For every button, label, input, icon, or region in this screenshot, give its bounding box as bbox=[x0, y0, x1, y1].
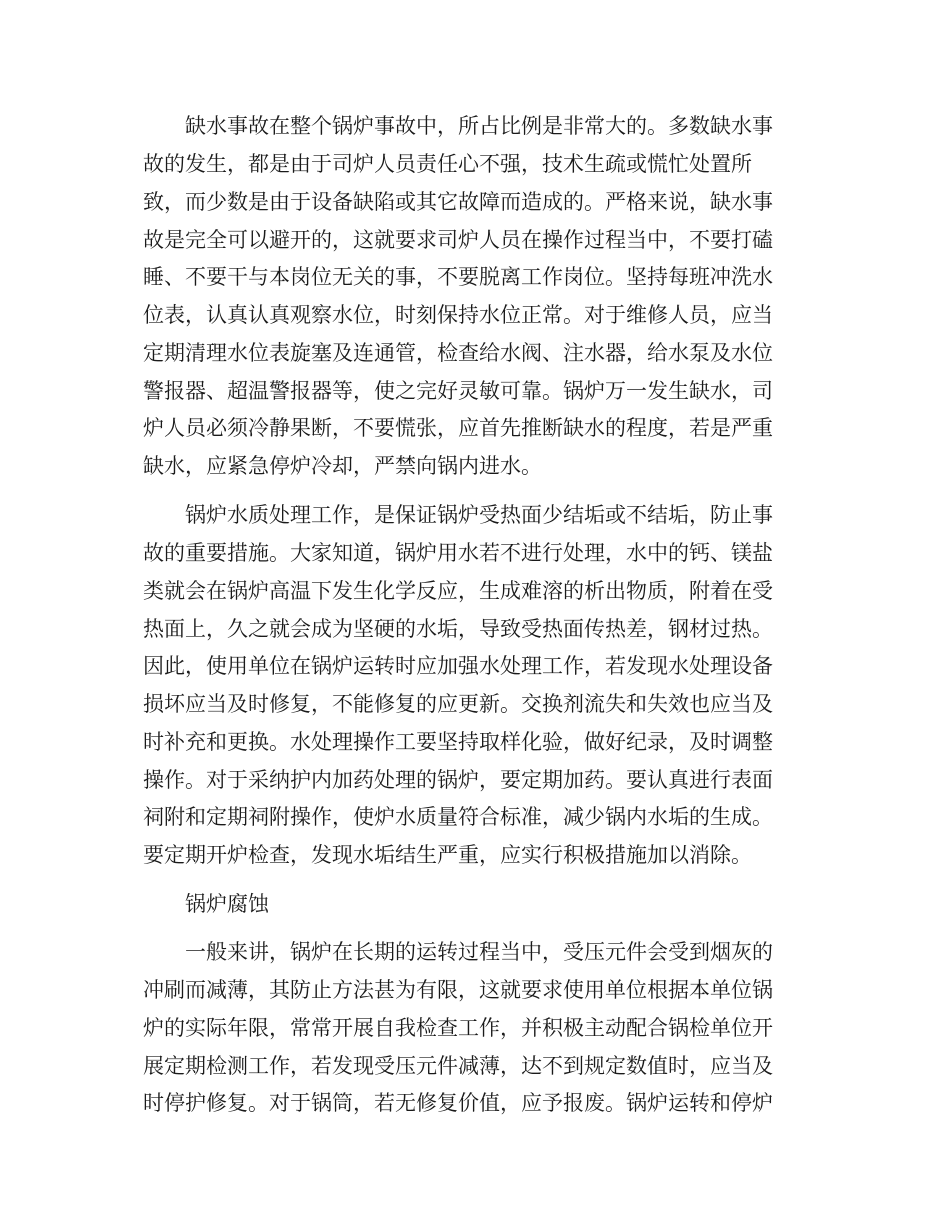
paragraph-2-line-10: 要定期开炉检查，发现水垢结生严重，应实行积极措施加以消除。 bbox=[143, 843, 752, 867]
paragraph-2-line-1: 锅炉水质处理工作，是保证锅炉受热面少结垢或不结垢，防止事 bbox=[185, 503, 773, 527]
paragraph-3-line-2: 冲刷而减薄，其防止方法甚为有限，这就要求使用单位根据本单位锅 bbox=[143, 978, 773, 1002]
paragraph-3-line-1: 一般来讲，锅炉在长期的运转过程当中，受压元件会受到烟灰的 bbox=[185, 940, 773, 964]
paragraph-1-line-8: 警报器、超温警报器等，使之完好灵敏可靠。锅炉万一发生缺水，司 bbox=[143, 379, 773, 403]
paragraph-3-line-4: 展定期检测工作，若发现受压元件减薄，达不到规定数值时，应当及 bbox=[143, 1054, 773, 1078]
paragraph-3-line-5: 时停护修复。对于锅筒，若无修复价值，应予报废。锅炉运转和停炉 bbox=[143, 1091, 773, 1115]
paragraph-3-line-3: 炉的实际年限，常常开展自我检查工作，并积极主动配合锅检单位开 bbox=[143, 1016, 773, 1040]
paragraph-1-line-3: 致，而少数是由于设备缺陷或其它故障而造成的。严格来说，缺水事 bbox=[143, 190, 773, 214]
paragraph-1-line-6: 位表，认真认真观察水位，时刻保持水位正常。对于维修人员，应当 bbox=[143, 303, 773, 327]
paragraph-2-line-8: 操作。对于采纳护内加药处理的锅炉，要定期加药。要认真进行表面 bbox=[143, 768, 773, 792]
paragraph-2-line-4: 热面上，久之就会成为坚硬的水垢，导致受热面传热差，钢材过热。 bbox=[143, 617, 773, 641]
paragraph-2-line-5: 因此，使用单位在锅炉运转时应加强水处理工作，若发现水处理设备 bbox=[143, 654, 773, 678]
paragraph-1-line-9: 炉人员必须冷静果断，不要慌张，应首先推断缺水的程度，若是严重 bbox=[143, 416, 773, 440]
paragraph-1-line-4: 故是完全可以避开的，这就要求司炉人员在操作过程当中，不要打磕 bbox=[143, 228, 773, 252]
paragraph-2-line-9: 祠附和定期祠附操作，使炉水质量符合标准，减少锅内水垢的生成。 bbox=[143, 805, 773, 829]
paragraph-2-line-3: 类就会在锅炉高温下发生化学反应，生成难溶的析出物质，附着在受 bbox=[143, 579, 773, 603]
paragraph-1-line-7: 定期清理水位表旋塞及连通管，检查给水阀、注水器，给水泵及水位 bbox=[143, 341, 773, 365]
paragraph-2-line-2: 故的重要措施。大家知道，锅炉用水若不进行处理，水中的钙、镁盐 bbox=[143, 541, 773, 565]
paragraph-1-line-1: 缺水事故在整个锅炉事故中，所占比例是非常大的。多数缺水事 bbox=[185, 114, 773, 138]
paragraph-1-line-2: 故的发生，都是由于司炉人员责任心不强，技术生疏或慌忙处置所 bbox=[143, 152, 752, 176]
paragraph-1-line-10: 缺水，应紧急停炉冷却，严禁向锅内进水。 bbox=[143, 454, 542, 478]
paragraph-2-line-6: 损坏应当及时修复，不能修复的应更新。交换剂流失和失效也应当及 bbox=[143, 692, 773, 716]
section-heading: 锅炉腐蚀 bbox=[185, 892, 269, 916]
paragraph-1-line-5: 睡、不要干与本岗位无关的事，不要脱离工作岗位。坚持每班冲洗水 bbox=[143, 265, 773, 289]
paragraph-2-line-7: 时补充和更换。水处理操作工要坚持取样化验，做好纪录，及时调整 bbox=[143, 730, 773, 754]
